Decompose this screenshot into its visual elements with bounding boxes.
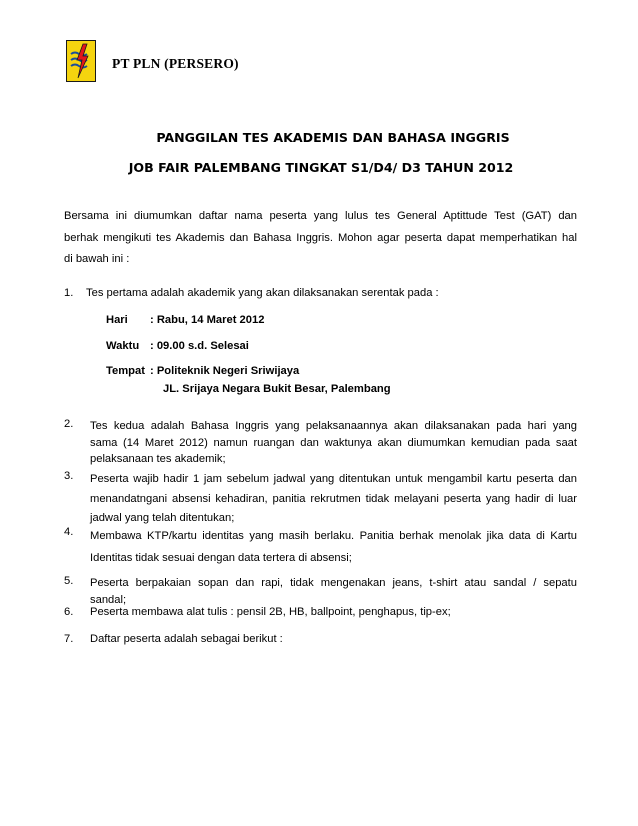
list-item xyxy=(90,575,577,608)
item-line: Peserta membawa alat tulis : pensil 2B, HB, ballpoint, penghapus, tip-ex; xyxy=(90,606,451,618)
item-number: 4. xyxy=(64,526,74,538)
schedule-value-tempat: : Politeknik Negeri Sriwijaya xyxy=(150,365,300,377)
schedule-label-waktu: Waktu xyxy=(106,340,140,352)
list-item xyxy=(90,526,577,569)
list-item xyxy=(90,606,577,618)
item-line: jadwal yang telah ditentukan; xyxy=(90,512,235,524)
schedule-address: JL. Srijaya Negara Bukit Besar, Palembang xyxy=(163,383,391,395)
item-number: 5. xyxy=(64,575,74,587)
pln-lightning-logo-icon xyxy=(66,40,96,82)
item-line: Daftar peserta adalah sebagai berikut : xyxy=(90,633,283,645)
document-subtitle: JOB FAIR PALEMBANG TINGKAT S1/D4/ D3 TAHUN 2012 xyxy=(128,160,514,175)
item-line: sama (14 Maret 2012) namun ruangan dan waktunya akan diumumkan kemudian pada saat xyxy=(90,436,577,449)
item-line: Membawa KTP/kartu identitas yang masih berlaku. Panitia berhak menolak jika data di Kartu xyxy=(90,530,577,542)
document-title: PANGGILAN TES AKADEMIS DAN BAHASA INGGRIS xyxy=(156,130,510,145)
list-item xyxy=(90,470,577,529)
item-line: Peserta wajib hadir 1 jam sebelum jadwal yang ditentukan untuk mengambil kartu peserta dan xyxy=(90,473,577,485)
schedule-label-hari: Hari xyxy=(106,314,128,326)
item-number: 6. xyxy=(64,606,74,618)
intro-line: Bersama ini diumumkan daftar nama peserta yang lulus tes General Aptittude Test (GAT) dan xyxy=(64,210,577,222)
item-line: menandatngani absensi kehadiran, panitia rekrutmen tidak melayani peserta yang hadir di luar xyxy=(90,492,577,505)
item-line: Peserta berpakaian sopan dan rapi, tidak mengenakan jeans, t-shirt atau sandal / sepatu xyxy=(90,577,577,589)
item-line: Tes kedua adalah Bahasa Inggris yang pelaksanaannya akan dilaksanakan pada hari yang xyxy=(90,420,577,432)
schedule-value-waktu: : 09.00 s.d. Selesai xyxy=(150,340,249,352)
item-line: pelaksanaan tes akademik; xyxy=(90,453,226,465)
intro-line: di bawah ini : xyxy=(64,253,130,265)
item-number: 1. xyxy=(64,287,74,299)
list-item xyxy=(90,633,577,645)
item-number: 3. xyxy=(64,470,74,482)
item-number: 2. xyxy=(64,418,74,430)
item-text: Tes pertama adalah akademik yang akan dilaksanakan serentak pada : xyxy=(86,287,439,299)
schedule-label-tempat: Tempat xyxy=(106,365,145,377)
intro-line: berhak mengikuti tes Akademis dan Bahasa Inggris. Mohon agar peserta dapat memperhatikan hal xyxy=(64,231,577,244)
item-number: 7. xyxy=(64,633,74,645)
item-line: sandal; xyxy=(90,593,127,606)
company-name: PT PLN (PERSERO) xyxy=(112,56,239,71)
schedule-value-hari: : Rabu, 14 Maret 2012 xyxy=(150,314,265,326)
item-line: Identitas tidak sesuai dengan data tertera di absensi; xyxy=(90,551,352,564)
list-item xyxy=(90,418,577,468)
intro-paragraph xyxy=(64,206,577,271)
